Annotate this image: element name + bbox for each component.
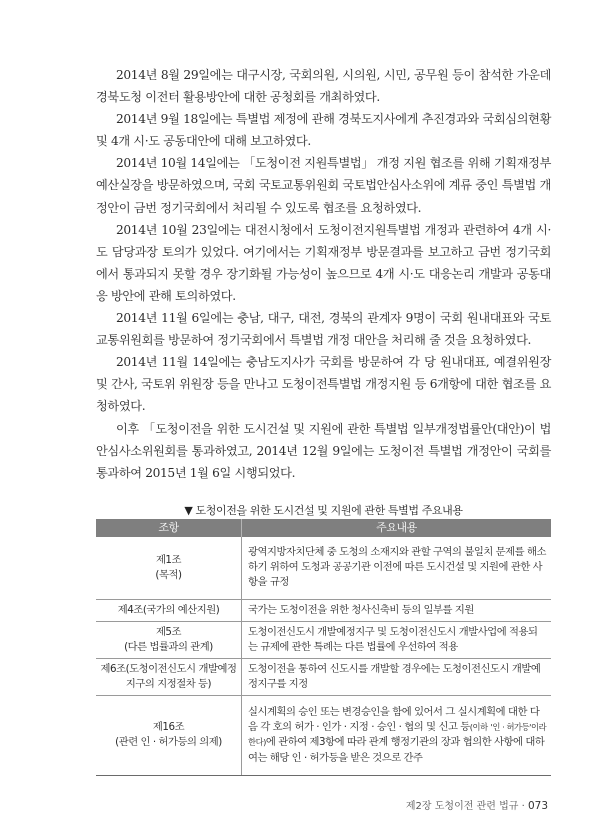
paragraph: 이후 「도청이전을 위한 도시건설 및 지원에 관한 특별법 일부개정법률안(대안)이 법안심사소위원회를 통과하였고, 2014년 12월 9일에는 도청이전 특별법 개정안이 국회를 통과하여 2015년 1월 6일 시행되었다. [96,421,551,480]
article-cell [96,658,242,695]
content-cell: 국가는 도청이전을 위한 청사신축비 등의 일부를 지원 [242,599,552,621]
article-cell [96,537,242,599]
article-cell [96,621,242,658]
table-header-row [96,519,551,537]
article-subtitle: (관련 인 · 허가등의 의제) [115,736,222,749]
content-note: '인 · 허가등'이라 한다) [248,722,547,748]
article-subtitle: (목적) [155,568,182,581]
header-article: 조항 [96,519,242,537]
table-row [96,695,551,775]
law-summary-table [96,519,551,776]
article-title: 제4조(국가의 예산지원) [117,603,220,616]
content-cell: 도청이전을 통하여 신도시를 개발할 경우에는 도청이전신도시 개발예정지구를 지정 [242,658,552,695]
content-cell: 광역지방자치단체 중 도청의 소재지와 관할 구역의 불일치 문제를 해소하기 위하여 도청과 공공기관 이전에 따른 도시건설 및 지원에 관한 사항을 규정 [242,537,552,599]
table-row [96,621,551,658]
body-text [96,64,551,484]
paragraph: 2014년 9월 18일에는 특별법 제정에 관해 경북도지사에게 추진경과와 국회심의현황 및 4개 시·도 공동대안에 대해 보고하였다. [96,112,551,149]
paragraph: 2014년 10월 14일에는 「도청이전 지원특별법」 개정 지원 협조를 위해 기획재정부 예산실장을 방문하였으며, 국회 국토교통위원회 국토법안심사소위에 계류 중인 특별법 개정안이 금번 정기국회에서 처리될 수 있도록 협조를 요청하였다. [96,156,551,215]
article-subtitle: 지구의 지정절차 등) [125,677,212,690]
article-subtitle: (다른 법률과의 관계) [124,640,213,653]
page-footer [406,797,548,812]
paragraph: 2014년 8월 29일에는 대구시장, 국회의원, 시의원, 시민, 공무원 등이 참석한 가운데 경북도청 이전터 활용방안에 대한 공청회를 개최하였다. [96,68,551,105]
article-cell [96,599,242,621]
article-title: 제6조(도청이전신도시 개발예정 [100,662,237,675]
content-text: 실시계획의 승인 또는 변경승인을 함에 있어서 그 실시계획에 대한 다음 각 호의 허가 · 인가 · 지정 · 승인 · 협의 및 신고 등 [248,706,540,734]
article-cell [96,695,242,775]
table-row [96,537,551,599]
paragraph: 2014년 11월 14일에는 충남도지사가 국회를 방문하여 각 당 원내대표, 예결위원장 및 간사, 국토위 위원장 등을 만나고 도청이전특별법 개정지원 등 6개항에 대한 협조를 요청하였다. [96,355,551,414]
article-title: 제16조 [152,721,185,734]
chapter-title: 제2장 도청이전 관련 법규 [405,801,519,812]
paragraph: 2014년 10월 23일에는 대전시청에서 도청이전지원특별법 개정과 관련하여 4개 시·도 담당과장 토의가 있었다. 여기에서는 기획재정부 방문결과를 보고하고 금번 정기국회에서 통과되지 못할 경우 장기화될 가능성이 높으므로 4개 시·도 대응논리 개발과 공동대응 방안에 관해 토의하였다. [96,222,551,303]
paragraph: 2014년 11월 6일에는 충남, 대구, 대전, 경북의 관계자 9명이 국회 원내대표와 국토교통위원회를 방문하여 정기국회에서 특별법 개정 대안을 처리해 줄 것을 요청하였다. [96,311,551,348]
table-caption: ▼ 도청이전을 위한 도시건설 및 지원에 관한 특별법 주요내용 [184,504,463,517]
table-row [96,599,551,621]
table-row [96,658,551,695]
article-title: 제1조 [155,553,182,566]
page-number: 073 [527,800,548,812]
content-cell [242,695,552,775]
article-title: 제5조 [155,625,182,638]
content-note: (이하 [469,722,488,733]
footer-separator: · [521,801,525,812]
content-cell: 도청이전신도시 개발예정지구 및 도청이전신도시 개발사업에 적용되는 규제에 관한 특례는 다른 법률에 우선하여 적용 [242,621,552,658]
header-content: 주요내용 [242,519,552,537]
content-text: 에 관하여 제3항에 따라 관계 행정기관의 장과 협의한 사항에 대하여는 해당 인 · 허가등을 받은 것으로 간주 [248,736,545,764]
